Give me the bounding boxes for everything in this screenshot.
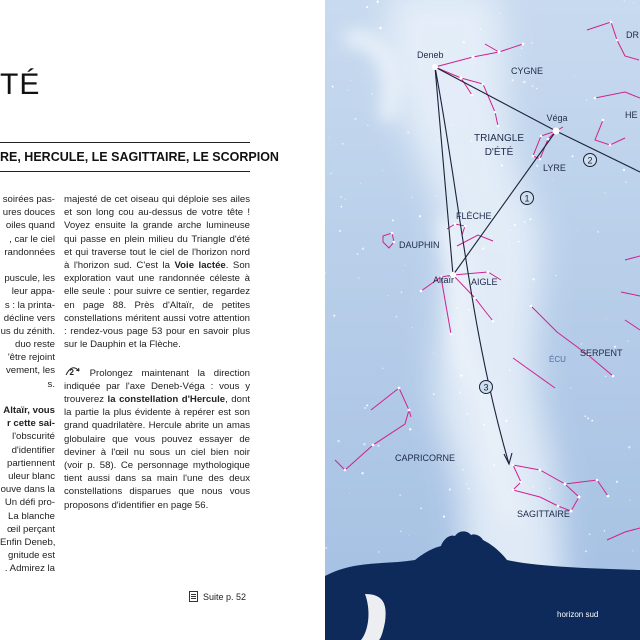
background-star [470, 87, 472, 89]
background-star [587, 417, 589, 419]
background-star [633, 2, 634, 3]
background-star [500, 317, 501, 318]
background-star [409, 428, 411, 430]
text-line: oiles quand [5, 220, 55, 232]
background-star [573, 76, 574, 77]
background-star [340, 206, 342, 208]
background-star [480, 28, 481, 29]
background-star [400, 531, 401, 532]
text-column-right [64, 193, 250, 512]
background-star [570, 388, 571, 389]
background-star [523, 221, 525, 223]
background-star [403, 270, 404, 271]
page-icon [189, 591, 198, 602]
background-star [586, 99, 587, 100]
background-star [444, 50, 446, 52]
background-star [536, 165, 538, 167]
background-star [325, 547, 327, 549]
background-star [419, 215, 421, 217]
page-subheading: RE, HERCULE, LE SAGITTAIRE, LE SCORPION [0, 150, 279, 164]
background-star [366, 404, 368, 406]
continuation-label: Suite p. 52 [203, 591, 247, 602]
background-star [459, 391, 461, 393]
background-star [589, 533, 591, 535]
altair-label: Altaïr [433, 275, 455, 285]
background-star [536, 88, 538, 90]
text-line: duo reste [14, 339, 55, 351]
background-star [604, 530, 605, 531]
text-line: ouve dans la [0, 484, 55, 496]
text-line: r cette sai- [7, 418, 55, 430]
background-star [340, 196, 341, 197]
text-line: décline vers [3, 312, 55, 324]
hercule-label-fragment: HE [625, 110, 638, 120]
background-star [399, 494, 401, 496]
background-star [475, 232, 476, 233]
background-star [456, 307, 458, 309]
text-line: s. [47, 378, 55, 390]
background-star [479, 314, 480, 315]
paragraph-milky-way: majesté de cet oiseau qui déploie ses ailes et son long cou au-dessus de votre tête ! Voyez ensuite la grande arche lumineuse qui passe en plein milieu du Triangle d'été et qui traverse tout le ciel de l'horizon nord à l'horizon sud. C'est la Voie lactée. Son exploration vaut une randonnée céleste à elle seule : pour suivre ce sentier, regardez en page 88. Près d'Altaïr, de petites constellations méritent aussi votre attention : rendez-vous page 53 pour en savoir plus sur le Dauphin et la Flèche. [64, 194, 250, 351]
background-star [363, 443, 365, 445]
background-star [356, 253, 358, 255]
background-star [433, 393, 435, 395]
background-star [482, 247, 484, 249]
background-star [377, 1, 379, 3]
text-line: s : la printa- [4, 299, 55, 311]
background-star [438, 140, 439, 141]
background-star [493, 464, 495, 466]
background-star [387, 295, 388, 296]
background-star [470, 140, 472, 142]
background-star [628, 446, 630, 448]
background-star [531, 42, 533, 44]
subheading-rule-bottom [0, 171, 250, 172]
background-star [367, 125, 369, 127]
background-star [433, 353, 434, 354]
paragraph-hercule [64, 365, 250, 512]
right-page-star-chart [325, 0, 640, 640]
background-star [546, 8, 547, 9]
dauphin-label: DAUPHIN [399, 240, 440, 250]
paragraph-gap [64, 351, 250, 364]
text-line: leur appa- [11, 286, 55, 298]
background-star [632, 550, 633, 551]
text-line: d'identifier [11, 444, 55, 456]
background-star [517, 215, 518, 216]
background-star [623, 169, 625, 171]
background-star [467, 309, 469, 311]
background-star [512, 79, 514, 81]
step-one-number: 1 [524, 193, 530, 204]
background-star [404, 265, 405, 266]
text-line: gnitude est [8, 550, 55, 562]
background-star [553, 179, 554, 180]
deneb-label: Deneb [417, 50, 444, 60]
background-star [332, 85, 334, 87]
text-line [0, 391, 55, 404]
background-star [361, 472, 363, 474]
background-star [462, 41, 465, 44]
text-line: œil perçant [7, 523, 55, 535]
background-star [549, 488, 550, 489]
text-line: puscule, les [4, 273, 55, 285]
background-star [392, 219, 394, 221]
triangle-label-line2: D'ÉTÉ [484, 147, 514, 158]
background-star [627, 340, 628, 341]
background-star [572, 155, 574, 157]
background-star [585, 550, 587, 552]
background-star [584, 415, 586, 417]
background-star [400, 291, 402, 293]
text-line: Un défi pro- [4, 497, 55, 509]
background-star [521, 48, 523, 50]
text-line: l'obscurité [12, 431, 55, 443]
text-line [0, 259, 55, 272]
paragraph-hercule-text: Prolongez maintenant la direction indiquée par l'axe Deneb-Véga : vous y trouverez la constellation d'Hercule, dont la partie la plus évidente à repérer est son grand quadrilatère. Hercule abrite un amas globulaire que vous pouvez essayer de deviner à l'œil nu sous un ciel bien noir (voir p. 58). Ce personnage mythologique tient aussi dans sa main l'une des deux constellations disparues que nous vous proposons d'identifier en page 56. [64, 367, 250, 511]
background-star [411, 197, 412, 198]
background-star [339, 230, 341, 232]
background-star [529, 218, 531, 220]
text-line: Altaïr, vous [3, 405, 55, 416]
background-star [464, 307, 465, 308]
background-star [509, 247, 510, 248]
text-column-left [0, 193, 55, 575]
text-line: 'être rejoint [7, 352, 55, 364]
step-three-number: 3 [483, 382, 489, 393]
text-line: uleur blanc [8, 470, 55, 482]
background-star [330, 173, 332, 175]
background-star [378, 445, 380, 447]
background-star [605, 376, 606, 377]
background-star [531, 85, 533, 87]
text-line: us du zénith. [0, 325, 55, 337]
background-star [452, 124, 454, 126]
background-star [501, 164, 503, 166]
background-star [366, 6, 368, 8]
background-star [531, 4, 532, 5]
background-star [342, 143, 344, 145]
text-line: vement, les [5, 365, 55, 377]
text-line: Enfin Deneb, [0, 536, 56, 548]
page-continuation [189, 591, 246, 602]
background-star [337, 440, 340, 443]
background-star [466, 483, 468, 485]
background-star [345, 199, 346, 200]
text-line: soirées pas- [2, 194, 55, 205]
background-star [409, 535, 410, 536]
background-star [407, 132, 409, 134]
background-star [464, 283, 465, 284]
star-chart [325, 0, 640, 640]
background-star [604, 192, 605, 193]
lyre-label: LYRE [543, 163, 566, 173]
vega-label: Véga [546, 113, 568, 123]
curved-arrow-icon [64, 365, 81, 377]
background-star [462, 469, 464, 471]
ecu-label: ÉCU [549, 355, 566, 364]
text-line: ures douces [2, 207, 55, 219]
background-star [412, 327, 413, 328]
background-star [581, 343, 583, 345]
text-line: . Admirez la [4, 563, 55, 575]
dragon-label-fragment: DR [626, 30, 639, 40]
background-star [510, 229, 511, 230]
background-star [555, 275, 556, 276]
background-star [350, 80, 351, 81]
deneb-star [432, 64, 438, 70]
background-star [364, 407, 366, 409]
background-star [354, 118, 356, 120]
sagittaire-label: SAGITTAIRE [517, 509, 570, 519]
background-star [491, 528, 492, 529]
step-two-marker [64, 365, 81, 376]
text-line: La blanche [8, 510, 55, 522]
background-star [606, 318, 607, 319]
aigle-label: AIGLE [471, 277, 498, 287]
background-star [329, 137, 330, 138]
fleche-label: FLÈCHE [456, 211, 492, 221]
background-star [624, 0, 625, 1]
background-star [597, 231, 599, 233]
background-star [382, 368, 383, 369]
step-two-chart-number: 2 [587, 155, 593, 166]
background-star [449, 489, 451, 491]
text-line: partiennent [6, 457, 55, 469]
background-star [395, 316, 397, 318]
background-star [362, 248, 365, 251]
background-star [467, 413, 468, 414]
background-star [627, 288, 628, 289]
horizon-label: horizon sud [557, 610, 599, 619]
background-star [347, 90, 348, 91]
background-star [520, 55, 521, 56]
background-star [625, 181, 627, 183]
background-star [349, 493, 350, 494]
background-star [518, 241, 520, 243]
background-star [358, 277, 360, 279]
background-star [577, 230, 578, 231]
background-star [523, 81, 525, 83]
background-star [629, 500, 630, 501]
page-title: TÉ [0, 68, 41, 101]
background-star [509, 369, 511, 371]
background-star [616, 481, 618, 483]
background-star [360, 183, 361, 184]
background-star [505, 420, 507, 422]
triangle-label-line1: TRIANGLE [473, 133, 525, 144]
subheading-rule-top [0, 142, 250, 143]
background-star [420, 507, 422, 509]
background-star [435, 196, 436, 197]
background-star [460, 374, 463, 377]
serpent-label: SERPENT [580, 348, 623, 358]
vega-star [553, 128, 560, 135]
background-star [371, 93, 372, 94]
background-star [468, 488, 470, 490]
step-two-number: 2 [69, 367, 74, 377]
background-star [497, 184, 498, 185]
background-star [443, 516, 445, 518]
background-star [333, 315, 335, 317]
background-star [532, 278, 534, 280]
background-star [378, 551, 380, 553]
background-star [514, 224, 516, 226]
background-star [532, 486, 533, 487]
cygne-label: CYGNE [511, 66, 544, 76]
background-star [378, 20, 379, 21]
capricorne-label: CAPRICORNE [395, 453, 456, 463]
background-star [383, 170, 384, 171]
background-star [499, 13, 500, 14]
background-star [523, 207, 524, 208]
text-line: randonnées [4, 246, 55, 258]
background-star [483, 424, 485, 426]
background-star [429, 15, 430, 16]
background-star [491, 236, 492, 237]
background-star [379, 27, 382, 30]
background-star [591, 420, 593, 422]
text-line: , car le ciel [9, 233, 55, 245]
